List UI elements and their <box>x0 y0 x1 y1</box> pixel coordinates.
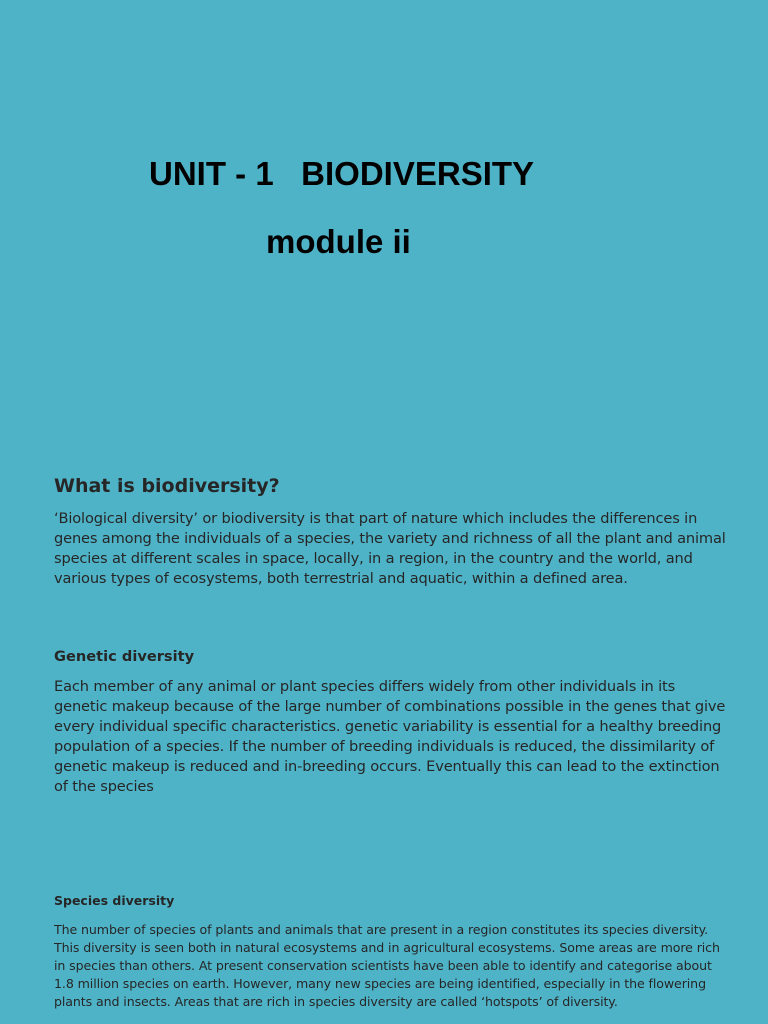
page-title: UNIT - 1 BIODIVERSITY <box>149 155 535 192</box>
page-subtitle: module ii <box>266 223 411 260</box>
section-heading-what-is-biodiversity: What is biodiversity? <box>54 475 280 497</box>
section-paragraph-genetic-diversity: Each member of any animal or plant species differs widely from other individuals in its genetic makeup because of the large number of combinations possible in the genes that give every individual specific characteristics. genetic variability is essential for a healthy breeding population of a species. If the number of breeding individuals is reduced, the dissimilarity of genetic makeup is reduced and in-breeding occurs. Eventually this can lead to the extinction of the species <box>54 678 726 795</box>
section-paragraph-what-is-biodiversity: ‘Biological diversity’ or biodiversity is that part of nature which includes the differences in genes among the individuals of a species, the variety and richness of all the plant and animal species at different scales in space, locally, in a region, in the country and the world, and various types of ecosystems, both terrestrial and aquatic, within a defined area. <box>54 510 726 587</box>
section-heading-species-diversity: Species diversity <box>54 893 175 908</box>
section-heading-genetic-diversity: Genetic diversity <box>54 648 195 665</box>
section-paragraph-species-diversity: The number of species of plants and animals that are present in a region constitutes its species diversity. This diversity is seen both in natural ecosystems and in agricultural ecosystems. Some areas are more rich in species than others. At present conservation scientists have been able to identify and categorise about 1.8 million species on earth. However, many new species are being identified, especially in the flowering plants and insects. Areas that are rich in species diversity are called ‘hotspots’ of diversity. <box>54 922 720 1009</box>
